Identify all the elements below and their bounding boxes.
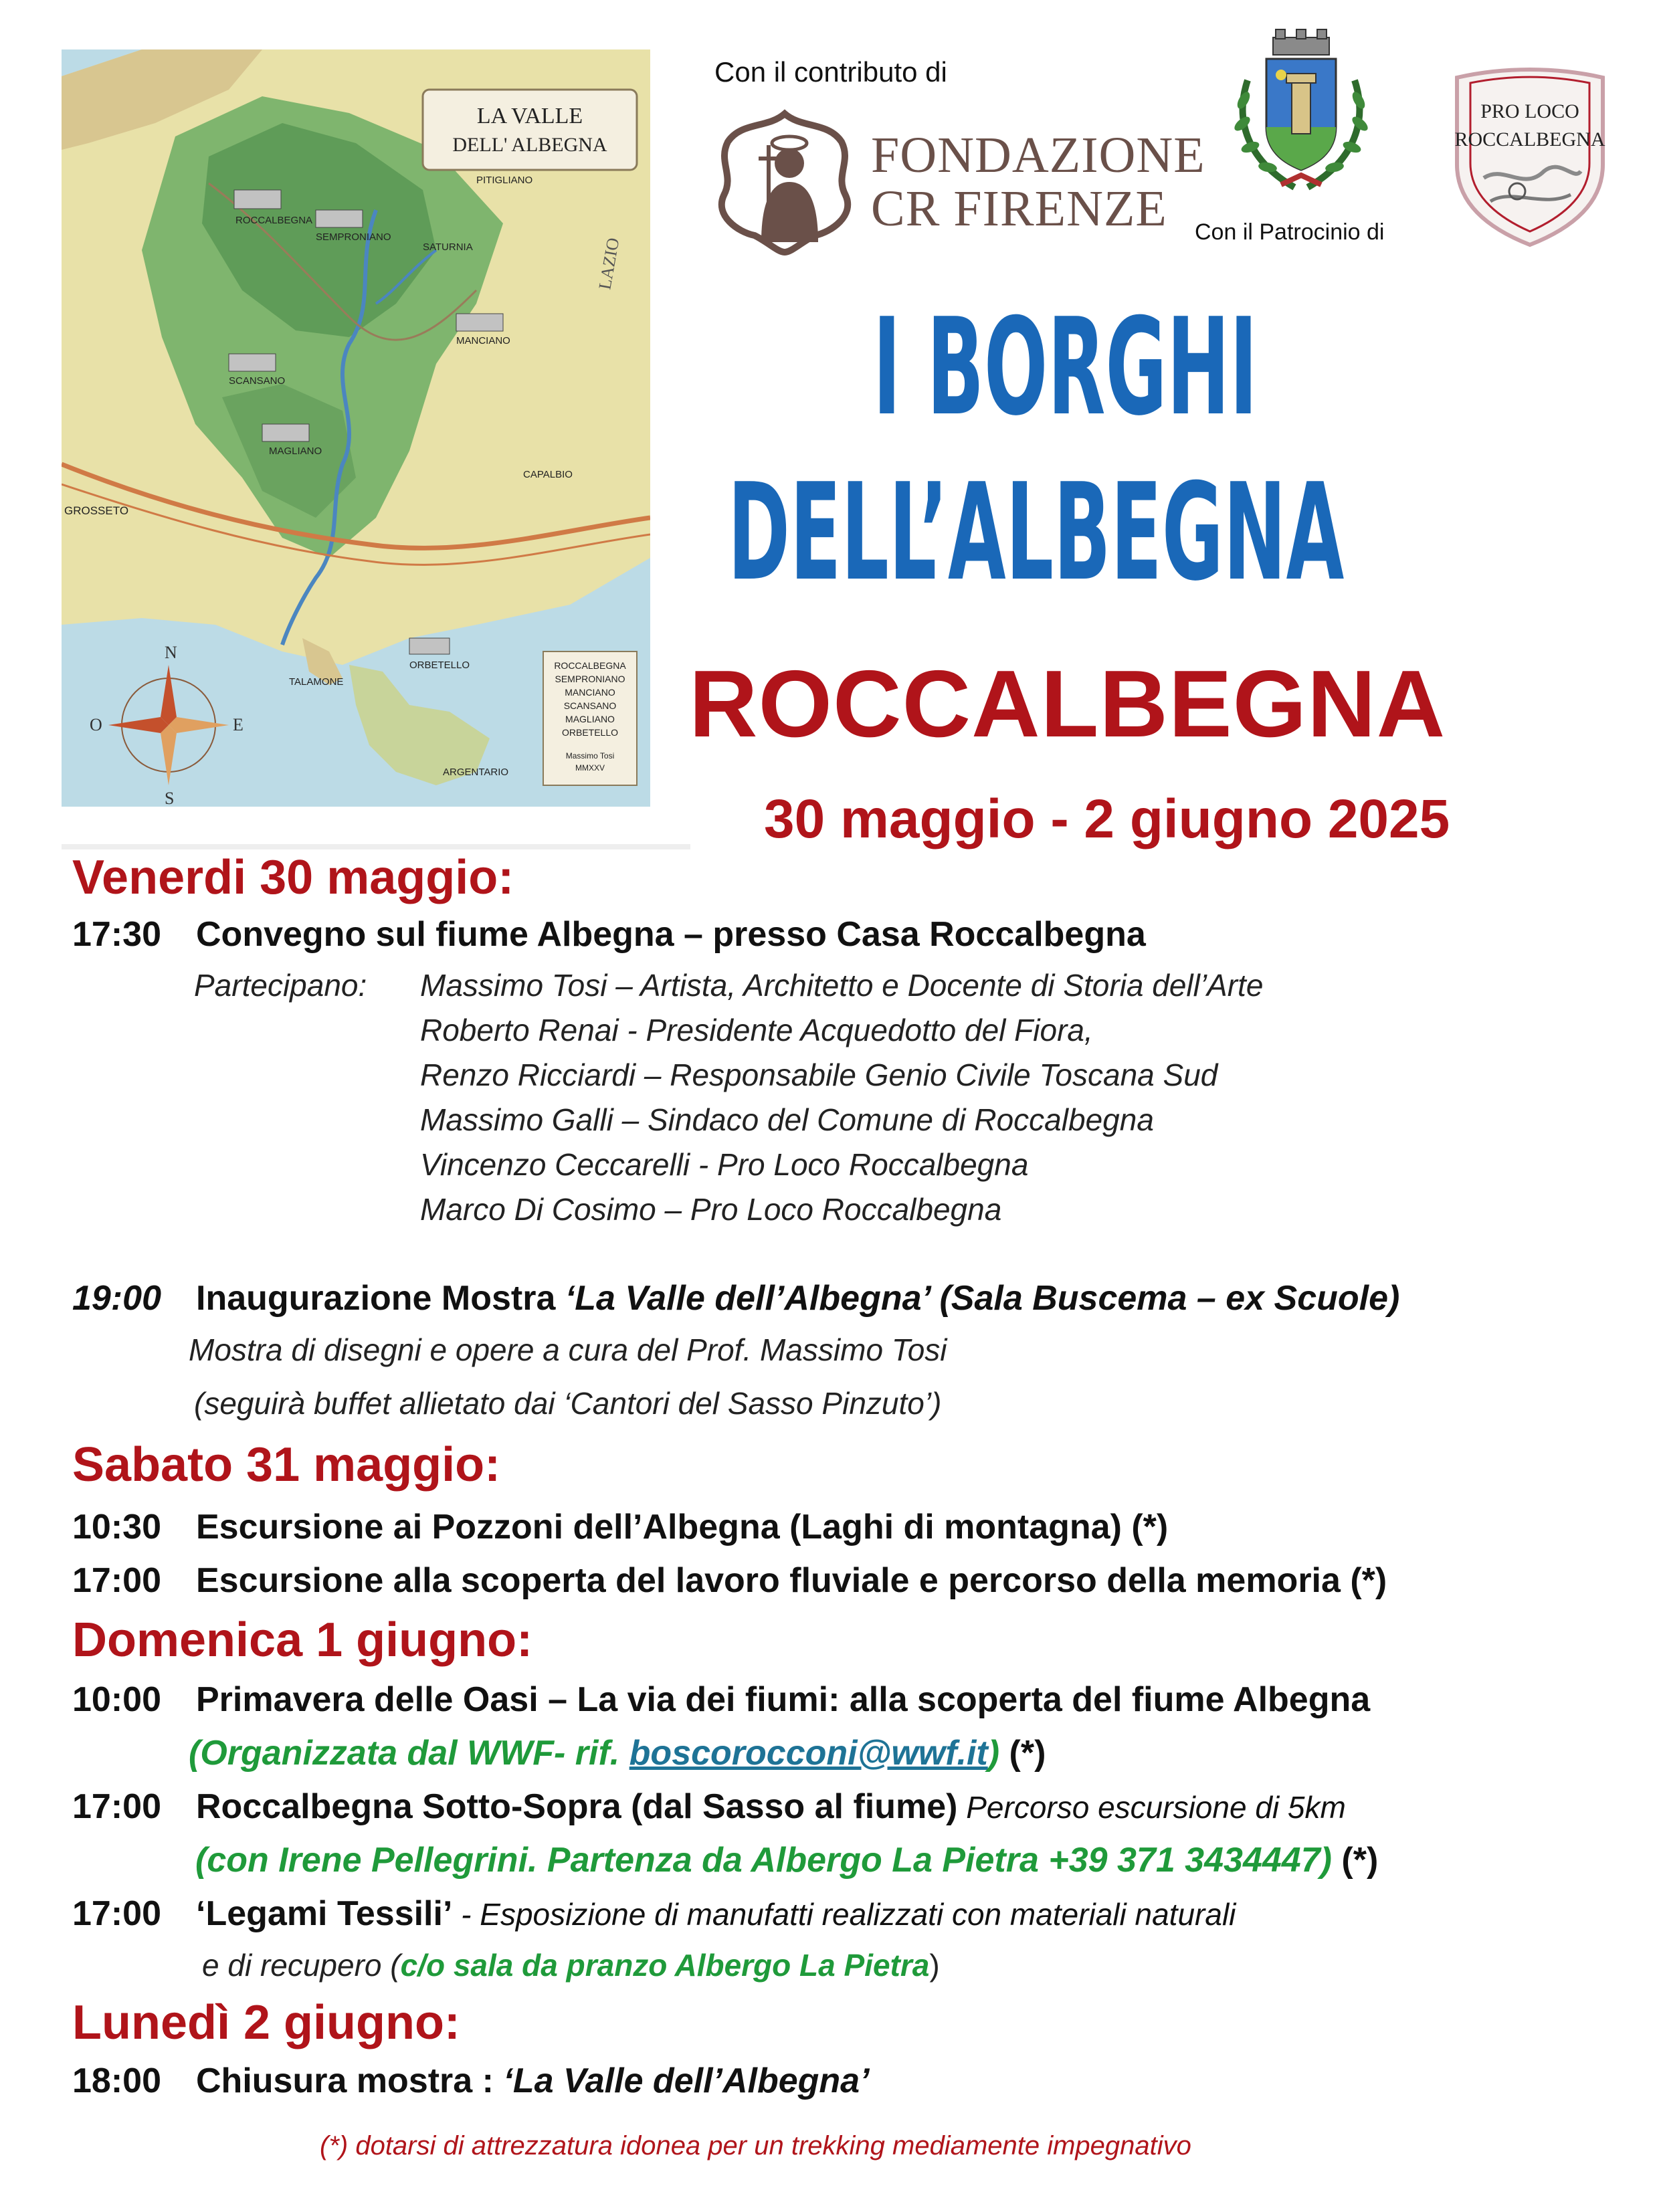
map-legend-line: SCANSANO (563, 700, 617, 711)
fondazione-name (871, 128, 1205, 235)
event-title: ‘Legami Tessili’ (196, 1894, 453, 1933)
map-legend-line: ORBETELLO (561, 727, 619, 738)
map-town-semproniano: SEMPRONIANO (316, 231, 391, 243)
event-row (72, 914, 1146, 955)
title-town: ROCCALBEGNA (689, 651, 1446, 757)
event-desc: - Esposizione di manufatti realizzati con materiali naturali (452, 1897, 1236, 1932)
compass-o: O (90, 715, 102, 734)
trekking-mark: (*) (1009, 1734, 1046, 1773)
map-legend-line: MANCIANO (565, 687, 615, 698)
day-heading-sunday: Domenica 1 giugno: (72, 1613, 533, 1667)
map-cartouche-line1: LA VALLE (476, 104, 583, 128)
map-town-manciano: MANCIANO (456, 335, 510, 346)
event-extra: Percorso escursione di 5km (957, 1790, 1346, 1825)
event-row (72, 1679, 1370, 1720)
proloco-shield-icon (1444, 64, 1616, 249)
event-row (72, 1560, 1387, 1601)
map-town-roccalbegna: ROCCALBEGNA (235, 215, 313, 226)
compass-e: E (233, 715, 243, 734)
map-town-talamone: TALAMONE (289, 676, 344, 688)
participant: Massimo Tosi – Artista, Architetto e Docente di Storia dell’Arte (420, 968, 1264, 1003)
map-signature: Massimo Tosi (565, 751, 615, 761)
event-time: 17:00 (72, 1894, 161, 1933)
event-title: Chiusura mostra : (196, 2062, 504, 2100)
map-town-scansano: SCANSANO (229, 375, 286, 387)
title-line-1: I BORGHI (873, 290, 1258, 445)
event-venue: c/o sala da pranzo Albergo La Pietra (400, 1948, 930, 1983)
proloco-name: ROCCALBEGNA (1454, 128, 1605, 150)
event-detail: (seguirà buffet allietato dai ‘Cantori del Sasso Pinzuto’) (194, 1386, 942, 1421)
map-town-orbetello: ORBETELLO (409, 660, 470, 671)
event-desc-cont: e di recupero ( (202, 1948, 401, 1983)
map-signature-year: MMXXV (575, 763, 605, 773)
event-row (72, 1278, 1399, 1319)
map-legend-line: SEMPRONIANO (555, 674, 625, 684)
title-line-2: DELL’ALBEGNA (728, 455, 1345, 611)
event-title: Convegno sul fiume Albegna – presso Casa Roccalbegna (196, 915, 1146, 954)
event-title-italic: ‘La Valle dell’Albegna’ (Sala Buscema – ex Scuole) (565, 1279, 1400, 1318)
contribution-label: Con il contributo di (714, 56, 947, 88)
event-row (72, 1786, 1346, 1828)
event-time: 10:30 (72, 1508, 161, 1546)
day-heading-friday: Venerdi 30 maggio: (72, 851, 514, 904)
compass-s: S (165, 789, 175, 807)
map-town-capalbio: CAPALBIO (523, 469, 573, 480)
event-title: Roccalbegna Sotto-Sopra (dal Sasso al fiume) (196, 1787, 958, 1826)
event-time: 18:00 (72, 2062, 161, 2100)
municipal-crest-icon (1228, 27, 1375, 201)
participant: Marco Di Cosimo – Pro Loco Roccalbegna (420, 1192, 1002, 1227)
event-detail-row (202, 1946, 940, 1984)
event-row (72, 1506, 1168, 1548)
trekking-mark: (*) (1331, 1841, 1379, 1880)
event-title: Primavera delle Oasi – La via dei fiumi: alla scoperta del fiume Albegna (196, 1680, 1371, 1719)
event-organizer-close: ) (987, 1734, 1000, 1773)
map-divider (62, 844, 690, 849)
compass-n: N (165, 643, 177, 662)
map-cartouche-line2: DELL' ALBEGNA (452, 134, 607, 156)
event-title: Escursione alla scoperta del lavoro fluviale e percorso della memoria (*) (196, 1561, 1387, 1600)
fondazione-logo-icon (714, 108, 855, 256)
event-time: 10:00 (72, 1680, 161, 1719)
proloco-arc: PRO LOCO (1480, 100, 1579, 122)
event-dates: 30 maggio - 2 giugno 2025 (764, 789, 1450, 849)
day-heading-saturday: Sabato 31 maggio: (72, 1438, 501, 1492)
event-organizer: (Organizzata dal WWF- rif. (189, 1734, 629, 1773)
patronage-label: Con il Patrocinio di (1195, 219, 1385, 245)
event-title: Inaugurazione Mostra (196, 1279, 565, 1318)
event-row (72, 1893, 1236, 1935)
participant: Renzo Ricciardi – Responsabile Genio Civile Toscana Sud (420, 1058, 1218, 1092)
event-title-italic: ‘La Valle dell’Albegna’ (503, 2062, 870, 2100)
event-time: 17:00 (72, 1561, 161, 1600)
map-town-pitigliano: PITIGLIANO (476, 175, 533, 186)
event-row (72, 2060, 870, 2102)
participant: Massimo Galli – Sindaco del Comune di Roccalbegna (420, 1102, 1154, 1137)
event-time: 19:00 (72, 1279, 161, 1318)
map-legend-line: ROCCALBEGNA (554, 660, 626, 671)
fondazione-line2: CR FIRENZE (871, 181, 1167, 237)
event-time: 17:00 (72, 1787, 161, 1826)
footer-note: (*) dotarsi di attrezzatura idonea per un trekking mediamente impegnativo (320, 2131, 1191, 2160)
wwf-email-link[interactable]: boscorocconi@wwf.it (629, 1734, 988, 1773)
map-town-argentario: ARGENTARIO (443, 767, 509, 778)
map-region-label: LAZIO (595, 236, 623, 292)
map-town-grosseto: GROSSETO (64, 504, 129, 517)
valley-map (62, 49, 650, 807)
event-detail-row (195, 1839, 1378, 1881)
participant: Vincenzo Ceccarelli - Pro Loco Roccalbegna (420, 1147, 1029, 1182)
map-town-magliano: MAGLIANO (269, 445, 322, 457)
event-detail-row (189, 1732, 1046, 1774)
fondazione-line1: FONDAZIONE (871, 127, 1205, 183)
day-heading-monday: Lunedì 2 giugno: (72, 1996, 460, 2049)
event-guide: (con Irene Pellegrini. Partenza da Albergo La Pietra +39 371 3434447) (195, 1841, 1332, 1880)
event-detail: Mostra di disegni e opere a cura del Prof. Massimo Tosi (189, 1332, 947, 1367)
event-desc-close: ) (929, 1948, 940, 1983)
map-town-saturnia: SATURNIA (423, 241, 473, 253)
map-legend-line: MAGLIANO (565, 714, 615, 724)
participants-label: Partecipano: (194, 968, 367, 1003)
event-title: Escursione ai Pozzoni dell’Albegna (Laghi di montagna) (*) (196, 1508, 1169, 1546)
event-time: 17:30 (72, 915, 161, 954)
participant: Roberto Renai - Presidente Acquedotto del Fiora, (420, 1013, 1093, 1047)
